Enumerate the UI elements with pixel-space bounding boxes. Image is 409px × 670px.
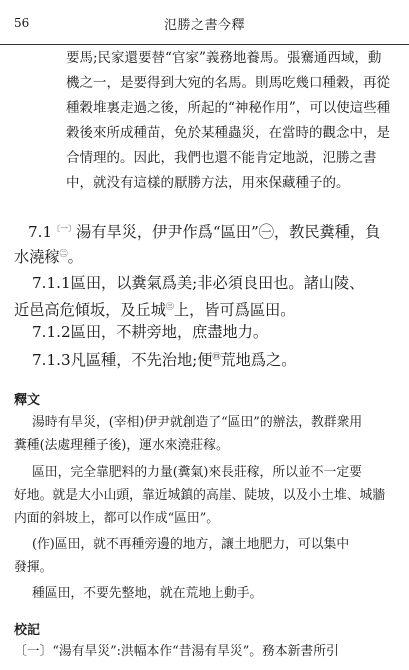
intro-line: 穀後來所成種苗，免於某種蟲災，在當時的觀念中，是 [66, 125, 390, 141]
text-segment: 近邑高危傾坂，及丘城 [14, 301, 166, 320]
text-segment: 湯有旱災，伊尹作爲“區田” [76, 223, 259, 242]
note-line: 〔一〕“湯有旱災”:洪幅本作“昔湯有旱災”。務本新書所引 [14, 644, 339, 659]
translation-line: 湯時有旱災，(宰相)伊尹就創造了“區田”的辦法，教群衆用 [32, 415, 363, 430]
text-line-7-1-3 [32, 347, 296, 370]
translation-line: 區田，完全靠肥料的力量(糞氣)來長莊稼，所以並不一定要 [32, 465, 362, 480]
text-line-7-1-cont [14, 244, 83, 267]
text-segment: 水澆稼 [14, 248, 60, 267]
text-segment: 。 [67, 248, 83, 267]
intro-line: 種穀堆裏走過之後，所起的“神秘作用”，可以使這些種 [66, 100, 391, 116]
text-segment: 上，皆可爲區田。 [173, 301, 296, 320]
translation-line: 種區田，不要先整地，就在荒地上動手。 [32, 586, 263, 601]
section-heading-translation: 釋文 [14, 393, 41, 408]
intro-line: 要馬;民家還要替“官家”義務地養馬。張騫通西域，動 [66, 50, 382, 66]
translation-line: 内面的斜坡上，都可以作成“區田”。 [14, 511, 220, 526]
translation-line: 糞種(法處理種子後)，運水來澆莊稼。 [14, 438, 229, 453]
translation-line: 好地。就是大小山頭，靠近城鎮的高崖、陡坡，以及小土堆、城牆 [14, 488, 386, 503]
text-segment: 荒地爲之。 [220, 351, 297, 370]
circled-note: ㊃ [212, 352, 221, 361]
translation-line: (作)區田，就不再種旁邊的地方，讓土地肥力，可以集中 [32, 537, 350, 552]
intro-line: 合情理的。因此，我們也還不能肯定地説，氾勝之書 [66, 150, 377, 166]
footnote-marker: 〔一〕 [52, 224, 77, 233]
intro-line: 機之一，是要得到大宛的名馬。則馬吃幾口種穀，再從 [66, 75, 390, 91]
text-line-7-1-1-cont [14, 297, 295, 320]
text-segment: 7.1.3凡區種，不先治地;便 [32, 351, 213, 370]
section-heading-notes: 校記 [14, 623, 41, 638]
text-line-7-1-2: 7.1.2區田，不耕旁地，庶盡地力。 [32, 323, 269, 341]
page-number: 56 [14, 16, 30, 30]
running-title: 氾勝之書今釋 [163, 18, 245, 33]
circled-note: ㊂ [165, 302, 174, 311]
text-line-7-1-1: 7.1.1區田，以糞氣爲美;非必須良田也。諸山陵、 [32, 274, 365, 292]
circled-note: ㊁ [59, 249, 68, 258]
section-number: 7.1 [28, 223, 53, 242]
text-segment: ，教民糞種，負 [273, 223, 381, 242]
page-header [0, 0, 409, 45]
circled-note: ㊀ [258, 223, 274, 242]
text-line-7-1 [28, 219, 380, 242]
intro-line: 中，就没有這樣的厭勝方法，用來保藏種子的。 [66, 175, 350, 191]
translation-line: 發揮。 [14, 560, 53, 575]
